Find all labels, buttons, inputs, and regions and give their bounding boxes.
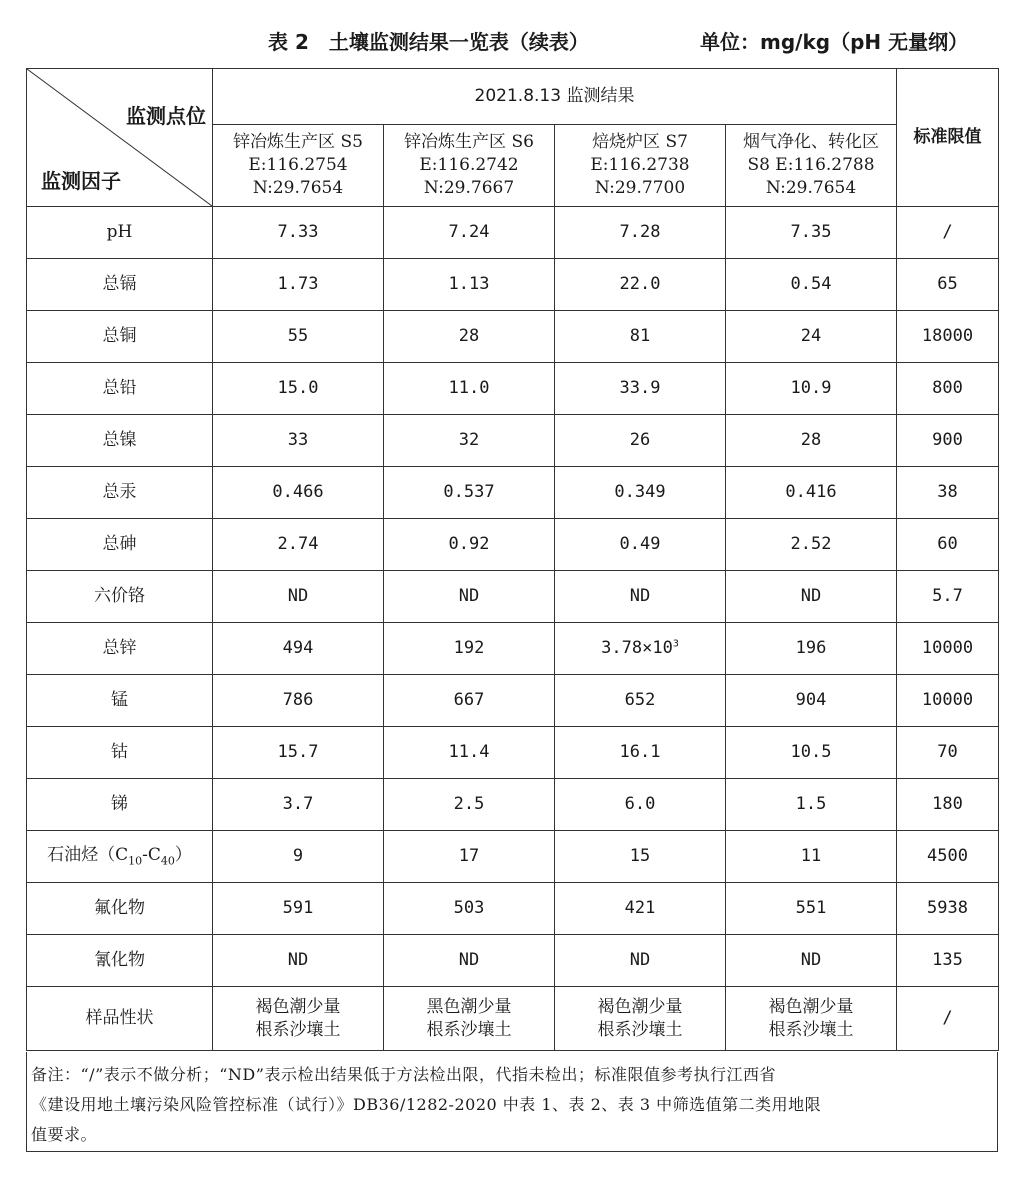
standard-cell: 10000 bbox=[897, 675, 999, 727]
corner-header bbox=[27, 69, 213, 207]
value-cell: 7.24 bbox=[384, 207, 555, 259]
table-row bbox=[27, 779, 999, 831]
value-cell: 6.0 bbox=[555, 779, 726, 831]
sample-cell bbox=[384, 987, 555, 1051]
factor-label: 总锌 bbox=[27, 623, 213, 675]
value-cell: ND bbox=[726, 571, 897, 623]
factor-label: 六价铬 bbox=[27, 571, 213, 623]
value-cell: 503 bbox=[384, 883, 555, 935]
value-cell: 7.35 bbox=[726, 207, 897, 259]
table-title: 表 2 土壤监测结果一览表（续表） bbox=[268, 30, 589, 54]
value-cell: 10.9 bbox=[726, 363, 897, 415]
value-cell: 0.49 bbox=[555, 519, 726, 571]
value-cell: ND bbox=[213, 571, 384, 623]
value-cell: 0.92 bbox=[384, 519, 555, 571]
value-cell-sci bbox=[555, 623, 726, 675]
table-row bbox=[27, 623, 999, 675]
standard-cell: 18000 bbox=[897, 311, 999, 363]
factor-label: 钴 bbox=[27, 727, 213, 779]
value-cell: 22.0 bbox=[555, 259, 726, 311]
cell-text: ） bbox=[174, 845, 192, 866]
remarks-line: 值要求。 bbox=[31, 1125, 98, 1144]
value-cell: 15 bbox=[555, 831, 726, 883]
value-cell: 32 bbox=[384, 415, 555, 467]
standard-cell: 135 bbox=[897, 935, 999, 987]
value-cell: ND bbox=[384, 571, 555, 623]
table-row bbox=[27, 935, 999, 987]
value-cell: 33.9 bbox=[555, 363, 726, 415]
table-row bbox=[27, 519, 999, 571]
factor-label: 样品性状 bbox=[27, 987, 213, 1051]
cell-text: 黑色潮少量 bbox=[426, 997, 512, 1018]
corner-label-factor: 监测因子 bbox=[41, 169, 121, 193]
value-cell: 904 bbox=[726, 675, 897, 727]
value-cell: 7.28 bbox=[555, 207, 726, 259]
cell-text: N:29.7667 bbox=[423, 177, 515, 198]
cell-text: 烟气净化、转化区 bbox=[743, 132, 879, 153]
value-cell: 33 bbox=[213, 415, 384, 467]
value-cell: ND bbox=[555, 935, 726, 987]
cell-text: E:116.2754 bbox=[248, 155, 348, 176]
value-cell: 192 bbox=[384, 623, 555, 675]
value-cell: 196 bbox=[726, 623, 897, 675]
cell-text: 3.78×10 bbox=[601, 638, 673, 659]
factor-label: 总砷 bbox=[27, 519, 213, 571]
standard-cell: / bbox=[897, 207, 999, 259]
value-cell: 0.349 bbox=[555, 467, 726, 519]
corner-label-site: 监测点位 bbox=[126, 104, 206, 128]
table-row bbox=[27, 675, 999, 727]
value-cell: 28 bbox=[384, 311, 555, 363]
remarks-line: 《建设用地土壤污染风险管控标准（试行）》DB36/1282-2020 中表 1、表 2、表 3 中筛选值第二类用地限 bbox=[31, 1095, 822, 1114]
value-cell: 494 bbox=[213, 623, 384, 675]
table-row bbox=[27, 311, 999, 363]
value-cell: ND bbox=[384, 935, 555, 987]
standard-cell: 70 bbox=[897, 727, 999, 779]
factor-label: 总汞 bbox=[27, 467, 213, 519]
table-row bbox=[27, 831, 999, 883]
table-row bbox=[27, 883, 999, 935]
value-cell: 11.4 bbox=[384, 727, 555, 779]
standard-cell: 60 bbox=[897, 519, 999, 571]
value-cell: 24 bbox=[726, 311, 897, 363]
value-cell: ND bbox=[213, 935, 384, 987]
standard-cell: / bbox=[897, 987, 999, 1051]
value-cell: 667 bbox=[384, 675, 555, 727]
cell-text: 石油烃（C bbox=[47, 845, 129, 866]
table-row bbox=[27, 467, 999, 519]
factor-label: 总镉 bbox=[27, 259, 213, 311]
value-cell: 0.537 bbox=[384, 467, 555, 519]
factor-label: 总铜 bbox=[27, 311, 213, 363]
value-cell: 28 bbox=[726, 415, 897, 467]
value-cell: 9 bbox=[213, 831, 384, 883]
value-cell: 7.33 bbox=[213, 207, 384, 259]
standard-header: 标准限值 bbox=[897, 69, 999, 207]
sample-cell bbox=[726, 987, 897, 1051]
value-cell: 2.5 bbox=[384, 779, 555, 831]
exponent: 3 bbox=[672, 638, 679, 650]
cell-text: 10 bbox=[128, 854, 143, 868]
value-cell: 1.73 bbox=[213, 259, 384, 311]
factor-label: 氰化物 bbox=[27, 935, 213, 987]
standard-cell: 10000 bbox=[897, 623, 999, 675]
value-cell: 591 bbox=[213, 883, 384, 935]
site-header-s5 bbox=[213, 125, 384, 207]
standard-cell: 5.7 bbox=[897, 571, 999, 623]
value-cell: 11.0 bbox=[384, 363, 555, 415]
cell-text: 锌冶炼生产区 S6 bbox=[404, 132, 534, 153]
cell-text: N:29.7700 bbox=[594, 177, 686, 198]
factor-label: 总铅 bbox=[27, 363, 213, 415]
cell-text: -C bbox=[142, 845, 161, 866]
cell-text: S8 E:116.2788 bbox=[747, 155, 875, 176]
cell-text: 根系沙壤土 bbox=[597, 1019, 683, 1040]
cell-text: 褐色潮少量 bbox=[597, 997, 683, 1018]
value-cell: 81 bbox=[555, 311, 726, 363]
value-cell: 1.5 bbox=[726, 779, 897, 831]
results-table bbox=[26, 68, 999, 1051]
cell-text: 根系沙壤土 bbox=[426, 1019, 512, 1040]
factor-label: 总镍 bbox=[27, 415, 213, 467]
table-row bbox=[27, 207, 999, 259]
value-cell: 15.0 bbox=[213, 363, 384, 415]
site-header-s7 bbox=[555, 125, 726, 207]
factor-label: 锰 bbox=[27, 675, 213, 727]
standard-cell: 800 bbox=[897, 363, 999, 415]
table-row bbox=[27, 259, 999, 311]
cell-text: E:116.2742 bbox=[419, 155, 519, 176]
table-row bbox=[27, 571, 999, 623]
value-cell: 15.7 bbox=[213, 727, 384, 779]
value-cell: ND bbox=[726, 935, 897, 987]
value-cell: 0.54 bbox=[726, 259, 897, 311]
value-cell: 11 bbox=[726, 831, 897, 883]
cell-text: 锌冶炼生产区 S5 bbox=[233, 132, 363, 153]
value-cell: 421 bbox=[555, 883, 726, 935]
cell-text: 焙烧炉区 S7 bbox=[592, 132, 688, 153]
value-cell: 0.416 bbox=[726, 467, 897, 519]
remarks-line: 备注：“/”表示不做分析；“ND”表示检出结果低于方法检出限，代指未检出；标准限值参考执行江西省 bbox=[31, 1065, 776, 1084]
standard-cell: 900 bbox=[897, 415, 999, 467]
cell-text: 根系沙壤土 bbox=[768, 1019, 854, 1040]
cell-text: 根系沙壤土 bbox=[255, 1019, 341, 1040]
factor-label: 氟化物 bbox=[27, 883, 213, 935]
value-cell: 26 bbox=[555, 415, 726, 467]
standard-cell: 5938 bbox=[897, 883, 999, 935]
title-line bbox=[0, 24, 1016, 58]
value-cell: 3.7 bbox=[213, 779, 384, 831]
site-header-s8 bbox=[726, 125, 897, 207]
table-row bbox=[27, 415, 999, 467]
value-cell: 1.13 bbox=[384, 259, 555, 311]
site-header-s6 bbox=[384, 125, 555, 207]
factor-label: 锑 bbox=[27, 779, 213, 831]
remarks-box bbox=[26, 1052, 998, 1152]
date-header: 2021.8.13 监测结果 bbox=[213, 69, 897, 125]
value-cell: 0.466 bbox=[213, 467, 384, 519]
factor-label: pH bbox=[27, 207, 213, 259]
value-cell: 551 bbox=[726, 883, 897, 935]
cell-text: E:116.2738 bbox=[590, 155, 690, 176]
standard-cell: 38 bbox=[897, 467, 999, 519]
table-row bbox=[27, 727, 999, 779]
value-cell: 16.1 bbox=[555, 727, 726, 779]
sample-cell bbox=[555, 987, 726, 1051]
value-cell: 2.52 bbox=[726, 519, 897, 571]
cell-text: 褐色潮少量 bbox=[768, 997, 854, 1018]
unit-label: 单位：mg/kg（pH 无量纲） bbox=[700, 30, 969, 54]
table-row bbox=[27, 363, 999, 415]
sample-cell bbox=[213, 987, 384, 1051]
table-row-sample bbox=[27, 987, 999, 1051]
cell-text: 40 bbox=[160, 854, 175, 868]
value-cell: 10.5 bbox=[726, 727, 897, 779]
value-cell: 17 bbox=[384, 831, 555, 883]
value-cell: 652 bbox=[555, 675, 726, 727]
value-cell: 2.74 bbox=[213, 519, 384, 571]
cell-text: N:29.7654 bbox=[765, 177, 857, 198]
cell-text: 褐色潮少量 bbox=[255, 997, 341, 1018]
standard-cell: 4500 bbox=[897, 831, 999, 883]
value-cell: 786 bbox=[213, 675, 384, 727]
cell-text: N:29.7654 bbox=[252, 177, 344, 198]
factor-label-petroleum bbox=[27, 831, 213, 883]
standard-cell: 65 bbox=[897, 259, 999, 311]
standard-cell: 180 bbox=[897, 779, 999, 831]
value-cell: 55 bbox=[213, 311, 384, 363]
value-cell: ND bbox=[555, 571, 726, 623]
